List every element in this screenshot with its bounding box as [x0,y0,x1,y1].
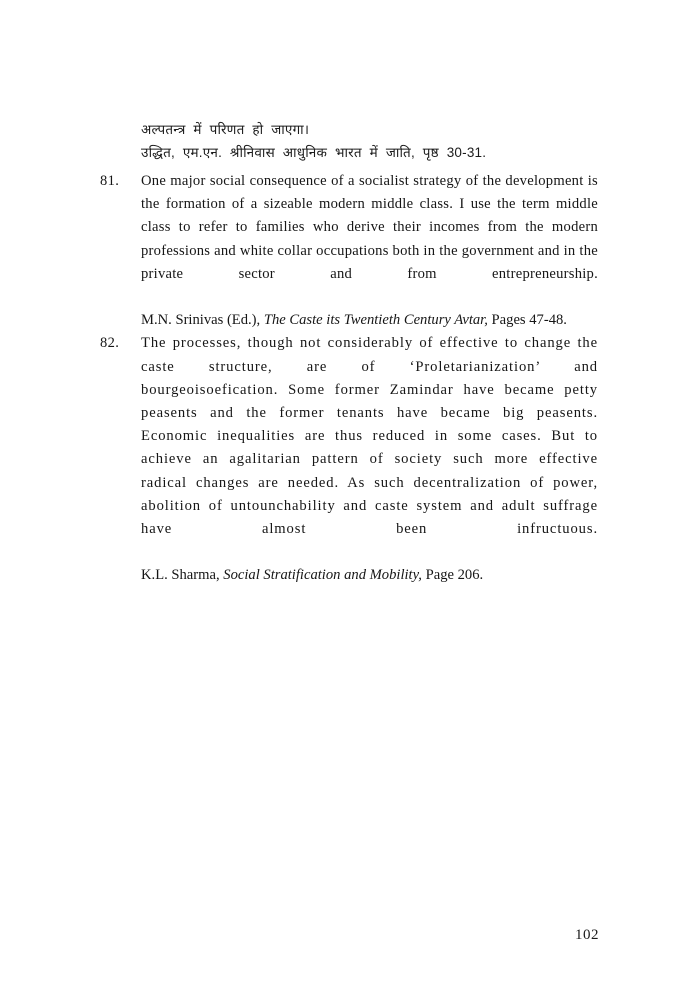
citation-82 [141,564,598,587]
entry-number-81: 81. [100,173,120,189]
entry-paragraph-81: One major social consequence of a socialist strategy of the development is the formation of a sizeable modern middle class. I use the term middle class to refer to families who derive their incomes from the modern professions and white collar occupations both in the government and in the private sector and from entrepreneurship. [141,173,598,282]
page-content [100,118,598,588]
page-number: 102 [575,927,599,943]
devanagari-line-2: उद्धित, एम.एन. श्रीनिवास आधुनिक भारत में जाति, पृष्ठ 30-31. [141,145,487,160]
entry-paragraph-82: The processes, though not considerably of effective to change the caste structure, are of ‘Proletarianization’ and bourgeoisoefication. Some former Zamindar have became petty peasents and the former tenants have became big peasents. Economic inequalities are thus reduced in some cases. But to achieve an agalitarian pattern of society such more effective radical changes are needed. As such decentralization of power, abolition of untounchability and caste system and adult suffrage have almost been infructuous. [141,335,598,538]
entry-body-82 [141,332,598,587]
entry-body-81 [141,170,598,332]
devanagari-continuation-block [100,118,598,164]
citation-pages-81: Pages 47-48. [491,312,567,329]
citation-author-81: M.N. Srinivas (Ed.), [141,312,261,329]
citation-title-81: The Caste its Twentieth Century Avtar, [263,312,488,329]
entry-number-82: 82. [100,335,120,352]
numbered-entry-82 [100,332,598,587]
citation-81 [141,309,598,332]
devanagari-line-1: अल्पतन्त्र में परिणत हो जाएगा। [141,122,310,137]
numbered-entry-81 [100,170,598,332]
citation-author-82: K.L. Sharma, [141,567,220,584]
citation-pages-82: Page 206. [425,567,484,584]
citation-title-82: Social Stratification and Mobility, [223,567,422,584]
